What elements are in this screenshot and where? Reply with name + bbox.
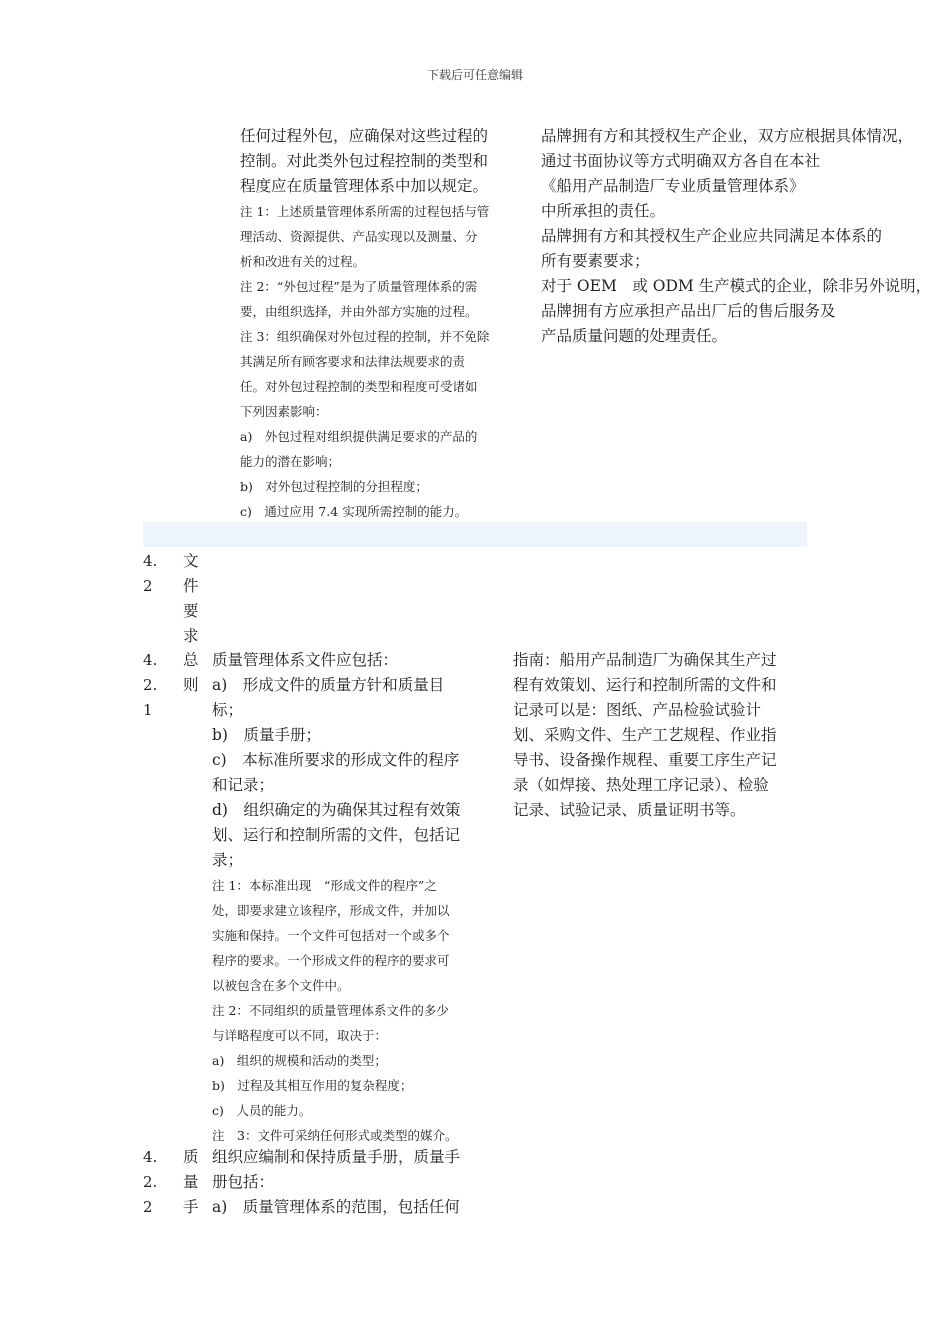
note-line: 程序的要求。一个形成文件的程序的要求可 bbox=[212, 953, 450, 968]
text-line: 记录可以是：图纸、产品检验试验计 bbox=[513, 701, 762, 719]
note-line: c) 通过应用 7.4 实现所需控制的能力。 bbox=[240, 504, 468, 519]
text-line: 质量管理体系文件应包括： bbox=[212, 651, 399, 669]
text-line: 程有效策划、运行和控制所需的文件和 bbox=[513, 676, 777, 694]
documentation-guide-column bbox=[513, 648, 813, 823]
text-line: 记录、试验记录、质量证明书等。 bbox=[513, 801, 746, 819]
note-line: 下列因素影响： bbox=[240, 404, 328, 419]
note-line: 处，即要求建立该程序，形成文件，并加以 bbox=[212, 903, 450, 918]
text-line: 标； bbox=[212, 701, 244, 719]
section-number-4-2: 4. 2 bbox=[143, 552, 158, 595]
note-line: 注 3：文件可采纳任何形式或类型的媒介。 bbox=[212, 1128, 458, 1143]
text-line: 对于 OEM 或 ODM 生产模式的企业，除非另外说明， bbox=[541, 277, 932, 295]
note-line: 其满足所有顾客要求和法律法规要求的责 bbox=[240, 354, 466, 369]
quality-manual-body bbox=[212, 1145, 502, 1220]
text-line: 指南：船用产品制造厂为确保其生产过 bbox=[513, 651, 777, 669]
text-line: 所有要素要求； bbox=[541, 252, 650, 270]
note-line: 以被包含在多个文件中。 bbox=[212, 978, 350, 993]
note-line: 与详略程度可以不同，取决于： bbox=[212, 1028, 388, 1043]
text-line: 和记录； bbox=[212, 776, 275, 794]
text-line: 任何过程外包，应确保对这些过程的 bbox=[240, 127, 489, 145]
brand-owner-guidance-column bbox=[541, 124, 941, 349]
note-line: 要，由组织选择，并由外部方实施的过程。 bbox=[240, 304, 478, 319]
note-line: 注 2：不同组织的质量管理体系文件的多少 bbox=[212, 1003, 449, 1018]
text-line: 册包括： bbox=[212, 1173, 275, 1191]
section-title-document-requirements: 文 件 要 求 bbox=[183, 552, 199, 645]
text-line: b) 质量手册； bbox=[212, 726, 321, 744]
note-line: b) 过程及其相互作用的复杂程度； bbox=[212, 1078, 413, 1093]
section-title-quality-manual: 质 量 手 bbox=[183, 1148, 199, 1216]
text-line: 品牌拥有方应承担产品出厂后的售后服务及 bbox=[541, 302, 836, 320]
note-line: 能力的潜在影响； bbox=[240, 454, 341, 469]
outsourcing-requirement-column bbox=[240, 124, 525, 524]
text-line: 划、采购文件、生产工艺规程、作业指 bbox=[513, 726, 777, 744]
note-line: 注 1：上述质量管理体系所需的过程包括与管 bbox=[240, 204, 490, 219]
note-line: 注 3：组织确保对外包过程的控制，并不免除 bbox=[240, 329, 490, 344]
note-line: 注 1：本标准出现 “形成文件的程序”之 bbox=[212, 878, 437, 893]
general-requirements-body bbox=[212, 648, 502, 1148]
note-line: a) 外包过程对组织提供满足要求的产品的 bbox=[240, 429, 478, 444]
text-line: 《船用产品制造厂专业质量管理体系》 bbox=[541, 177, 805, 195]
text-line: 控制。对此类外包过程控制的类型和 bbox=[240, 152, 489, 170]
text-line: 导书、设备操作规程、重要工序生产记 bbox=[513, 751, 777, 769]
note-line: c) 人员的能力。 bbox=[212, 1103, 312, 1118]
text-line: c) 本标准所要求的形成文件的程序 bbox=[212, 751, 460, 769]
note-line: a) 组织的规模和活动的类型； bbox=[212, 1053, 387, 1068]
note-line: 析和改进有关的过程。 bbox=[240, 254, 366, 269]
text-line: 中所承担的责任。 bbox=[541, 202, 666, 220]
section-title-general: 总 则 bbox=[183, 651, 199, 694]
text-line: 产品质量问题的处理责任。 bbox=[541, 327, 728, 345]
text-line: 组织应编制和保持质量手册，质量手 bbox=[212, 1148, 461, 1166]
note-line: 任。对外包过程控制的类型和程度可受诸如 bbox=[240, 379, 478, 394]
text-line: 划、运行和控制所需的文件，包括记 bbox=[212, 826, 461, 844]
text-line: 通过书面协议等方式明确双方各自在本社 bbox=[541, 152, 821, 170]
section-number-4-2-1: 4. 2. 1 bbox=[143, 651, 158, 719]
row-separator-band bbox=[143, 522, 807, 547]
text-line: a) 形成文件的质量方针和质量目 bbox=[212, 676, 445, 694]
text-line: d) 组织确定的为确保其过程有效策 bbox=[212, 801, 461, 819]
text-line: 录； bbox=[212, 851, 244, 869]
text-line: 品牌拥有方和其授权生产企业，双方应根据具体情况， bbox=[541, 127, 914, 145]
text-line: 录（如焊接、热处理工序记录）、检验 bbox=[513, 776, 769, 794]
note-line: 注 2：“外包过程”是为了质量管理体系的需 bbox=[240, 279, 478, 294]
text-line: 品牌拥有方和其授权生产企业应共同满足本体系的 bbox=[541, 227, 883, 245]
text-line: 程度应在质量管理体系中加以规定。 bbox=[240, 177, 489, 195]
note-line: 实施和保持。一个文件可包括对一个或多个 bbox=[212, 928, 450, 943]
note-line: b) 对外包过程控制的分担程度； bbox=[240, 479, 428, 494]
page-header: 下载后可任意编辑 bbox=[426, 68, 523, 82]
text-line: a) 质量管理体系的范围，包括任何 bbox=[212, 1198, 460, 1216]
note-line: 理活动、资源提供、产品实现以及测量、分 bbox=[240, 229, 478, 244]
section-number-4-2-2: 4. 2. 2 bbox=[143, 1148, 158, 1216]
